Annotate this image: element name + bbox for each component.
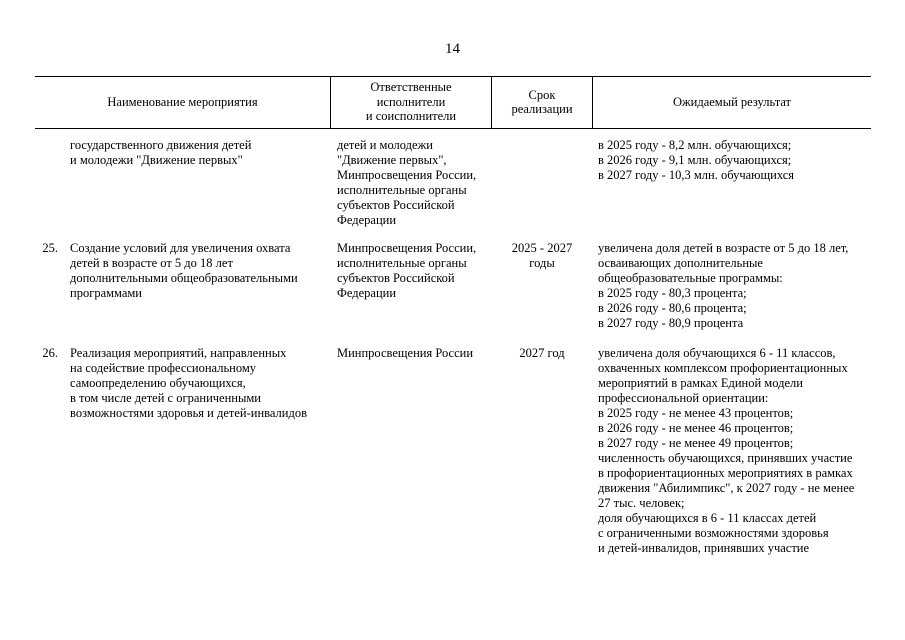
text-line: 27 тыс. человек;	[598, 496, 685, 510]
text-line: субъектов Российской	[337, 198, 455, 212]
text-line: возможностями здоровья и детей-инвалидов	[70, 406, 307, 420]
table-header-rule	[35, 128, 871, 129]
text-line: Минпросвещения России,	[337, 241, 477, 255]
header-result: Ожидаемый результат	[672, 94, 792, 109]
row-26-number: 26.	[42, 346, 58, 360]
text-line: и детей-инвалидов, принявших участие	[598, 541, 810, 555]
header-responsible-line: и соисполнители	[365, 109, 457, 124]
text-line: осваивающих дополнительные	[598, 256, 763, 270]
text-line: в 2025 году - не менее 43 процентов;	[598, 406, 794, 420]
row-25-result	[598, 241, 848, 331]
header-period-line: реализации	[511, 102, 573, 116]
text-line: и молодежи "Движение первых"	[70, 153, 243, 167]
text-line: Минпросвещения России,	[337, 168, 477, 182]
text-line: увеличена доля обучающихся 6 - 11 классов,	[598, 346, 836, 360]
text-line: движения "Абилимпикс", к 2027 году - не менее	[598, 481, 855, 495]
text-line: дополнительными общеобразовательными	[70, 271, 298, 285]
row-26-period	[492, 346, 592, 361]
text-line: 2027 год	[519, 346, 565, 360]
text-line: доля обучающихся в 6 - 11 классах детей	[598, 511, 817, 525]
text-line: в 2025 году - 80,3 процента;	[598, 286, 747, 300]
row-1-name	[70, 138, 251, 168]
text-line: в 2026 году - 9,1 млн. обучающихся;	[598, 153, 792, 167]
text-line: субъектов Российской	[337, 271, 455, 285]
text-line: государственного движения детей	[70, 138, 252, 152]
text-line: детей и молодежи	[337, 138, 433, 152]
page-number: 14	[445, 41, 460, 57]
text-line: в 2026 году - не менее 46 процентов;	[598, 421, 794, 435]
text-line: исполнительные органы	[337, 183, 467, 197]
text-line: "Движение первых",	[337, 153, 447, 167]
header-responsible	[331, 76, 491, 128]
text-line: мероприятий в рамках Единой модели	[598, 376, 803, 390]
text-line: в профориентационных мероприятиях в рамках	[598, 466, 853, 480]
row-1-responsible	[337, 138, 476, 228]
row-25-name	[70, 241, 298, 301]
row-25-number: 25.	[42, 241, 58, 255]
text-line: исполнительные органы	[337, 256, 467, 270]
text-line: детей в возрасте от 5 до 18 лет	[70, 256, 233, 270]
text-line: в 2026 году - 80,6 процента;	[598, 301, 747, 315]
text-line: Реализация мероприятий, направленных	[70, 346, 287, 360]
text-line: Создание условий для увеличения охвата	[70, 241, 291, 255]
text-line: в 2027 году - 80,9 процента	[598, 316, 744, 330]
text-line: программами	[70, 286, 142, 300]
text-line: в 2027 году - 10,3 млн. обучающихся	[598, 168, 795, 182]
row-26-name	[70, 346, 307, 421]
header-responsible-line: Ответственные	[370, 80, 452, 95]
text-line: общеобразовательные программы:	[598, 271, 783, 285]
text-line: с ограниченными возможностями здоровья	[598, 526, 829, 540]
row-1-result	[598, 138, 794, 183]
row-25-responsible	[337, 241, 476, 301]
header-responsible-line: исполнители	[376, 94, 446, 109]
text-line: в 2025 году - 8,2 млн. обучающихся;	[598, 138, 792, 152]
text-line: 2025 - 2027	[511, 241, 573, 255]
text-line: на содействие профессиональному	[70, 361, 257, 375]
row-26-result	[598, 346, 854, 556]
text-line: в том числе детей с ограниченными	[70, 391, 261, 405]
text-line: Федерации	[337, 286, 397, 300]
text-line: в 2027 году - не менее 49 процентов;	[598, 436, 794, 450]
text-line: профессиональной ориентации:	[598, 391, 769, 405]
row-26-responsible	[337, 346, 473, 361]
header-period-line: Срок	[528, 87, 556, 102]
text-line: охваченных комплексом профориентационных	[598, 361, 848, 375]
text-line: численность обучающихся, принявших участие	[598, 451, 853, 465]
text-line: Федерации	[337, 213, 397, 227]
text-line: годы	[529, 256, 555, 270]
text-line: увеличена доля детей в возрасте от 5 до 18 лет,	[598, 241, 849, 255]
header-name: Наименование мероприятия	[107, 94, 258, 109]
row-25-period	[492, 241, 592, 271]
text-line: Минпросвещения России	[337, 346, 474, 360]
text-line: самоопределению обучающихся,	[70, 376, 246, 390]
header-period	[492, 76, 592, 128]
